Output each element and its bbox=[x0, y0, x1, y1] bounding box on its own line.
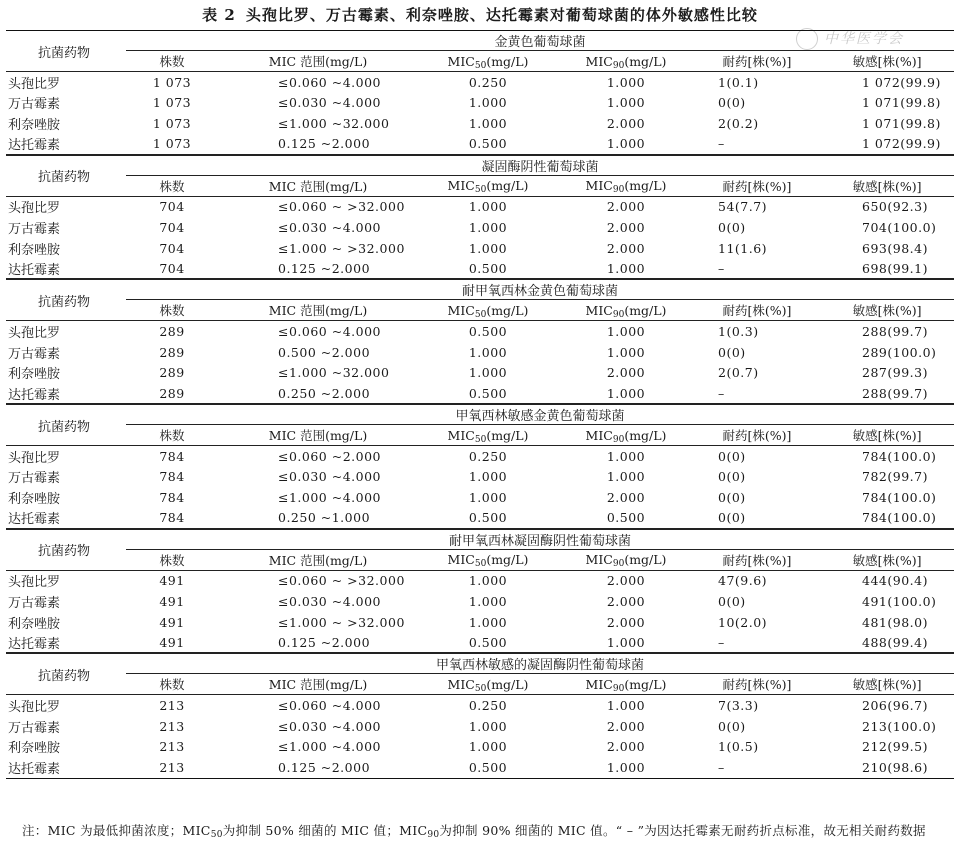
mic90-header bbox=[558, 549, 694, 570]
mic90-value: 0.500 bbox=[606, 510, 646, 526]
mic50-value: 1.000 bbox=[468, 115, 508, 131]
sensitive-header: 敏感[株(%)] bbox=[820, 175, 954, 196]
organism-group-title: 甲氧西林敏感金黄色葡萄球菌 bbox=[126, 404, 954, 425]
mic90-header bbox=[558, 175, 694, 196]
mic90-value: 2.000 bbox=[606, 115, 646, 131]
isolate-count: 704 bbox=[159, 260, 185, 276]
count-header: 株数 bbox=[126, 300, 218, 321]
mic-range: ≤1.000 ~4.000 bbox=[278, 490, 381, 506]
isolate-count: 289 bbox=[159, 385, 185, 401]
mic90-value: 1.000 bbox=[606, 448, 646, 464]
mic50-value: 1.000 bbox=[468, 718, 508, 734]
mic50-header bbox=[418, 175, 558, 196]
organism-group-title: 耐甲氧西林金黄色葡萄球菌 bbox=[126, 279, 954, 300]
drug-name: 头孢比罗 bbox=[8, 326, 61, 342]
drug-name: 头孢比罗 bbox=[8, 700, 61, 716]
sensitive-value: 1 071(99.8) bbox=[862, 95, 941, 111]
mic50-header-unit: (mg/L) bbox=[486, 676, 529, 692]
note-text-1: 注：MIC 为最低抑菌浓度；MIC bbox=[22, 823, 211, 838]
count-header: 株数 bbox=[126, 51, 218, 72]
count-header: 株数 bbox=[126, 674, 218, 695]
table-row bbox=[6, 612, 954, 633]
mic50-header bbox=[418, 549, 558, 570]
drug-name: 万古霉素 bbox=[8, 97, 61, 113]
mic50-header-prefix: MIC bbox=[447, 53, 475, 69]
sensitive-value: 704(100.0) bbox=[862, 219, 937, 235]
drug-column-header: 抗菌药物 bbox=[6, 653, 126, 695]
table-row bbox=[6, 134, 954, 155]
mic50-value: 1.000 bbox=[468, 219, 508, 235]
mic50-value: 1.000 bbox=[468, 240, 508, 256]
drug-name: 达托霉素 bbox=[8, 138, 61, 154]
mic50-value: 1.000 bbox=[468, 573, 508, 589]
susceptibility-table bbox=[6, 30, 954, 779]
mic90-header-subscript: 90 bbox=[612, 60, 625, 71]
resistant-value: 0(0) bbox=[718, 219, 746, 235]
mic90-header-unit: (mg/L) bbox=[624, 178, 667, 194]
resistant-value: 0(0) bbox=[718, 510, 746, 526]
mic50-header-unit: (mg/L) bbox=[486, 53, 529, 69]
mic-range-header: MIC 范围(mg/L) bbox=[218, 51, 418, 72]
mic90-value: 1.000 bbox=[606, 698, 646, 714]
mic50-value: 0.500 bbox=[418, 757, 558, 778]
resistant-value: 0(0) bbox=[718, 490, 746, 506]
mic50-value: 0.500 bbox=[468, 136, 508, 152]
mic50-value: 0.250 bbox=[468, 698, 508, 714]
mic50-header-prefix: MIC bbox=[447, 178, 475, 194]
table-title: 头孢比罗、万古霉素、利奈唑胺、达托霉素对葡萄球菌的体外敏感性比较 bbox=[245, 6, 758, 24]
mic50-header-unit: (mg/L) bbox=[486, 302, 529, 318]
drug-column-header: 抗菌药物 bbox=[6, 279, 126, 321]
mic90-header-unit: (mg/L) bbox=[624, 53, 667, 69]
mic90-value: 2.000 bbox=[606, 240, 646, 256]
isolate-count: 704 bbox=[159, 219, 185, 235]
resistant-header: 耐药[株(%)] bbox=[694, 674, 820, 695]
mic50-header-prefix: MIC bbox=[447, 552, 475, 568]
resistant-value: 2(0.7) bbox=[718, 365, 759, 381]
sensitive-value: 784(100.0) bbox=[862, 448, 937, 464]
drug-name: 利奈唑胺 bbox=[8, 367, 61, 383]
sensitive-value: 206(96.7) bbox=[862, 698, 928, 714]
sensitive-value: 488(99.4) bbox=[862, 635, 928, 651]
drug-name: 万古霉素 bbox=[8, 595, 61, 611]
isolate-count: 704 bbox=[159, 240, 185, 256]
table-row bbox=[6, 259, 954, 280]
mic90-header-subscript: 90 bbox=[612, 434, 625, 445]
mic50-value: 0.500 bbox=[468, 260, 508, 276]
isolate-count: 213 bbox=[159, 698, 185, 714]
table-row bbox=[6, 217, 954, 238]
mic90-value: 1.000 bbox=[606, 635, 646, 651]
table-row bbox=[6, 737, 954, 758]
note-subscript-50: 50 bbox=[210, 830, 223, 840]
drug-column-header: 抗菌药物 bbox=[6, 529, 126, 571]
mic50-header-unit: (mg/L) bbox=[486, 178, 529, 194]
isolate-count: 1 073 bbox=[152, 136, 192, 152]
sensitive-value: 782(99.7) bbox=[862, 469, 928, 485]
mic-range: ≤1.000 ~4.000 bbox=[278, 739, 381, 755]
resistant-value: 7(3.3) bbox=[718, 698, 759, 714]
isolate-count: 491 bbox=[159, 573, 185, 589]
sensitive-header: 敏感[株(%)] bbox=[820, 51, 954, 72]
mic50-header-unit: (mg/L) bbox=[486, 552, 529, 568]
table-row bbox=[6, 508, 954, 529]
mic90-header-unit: (mg/L) bbox=[624, 552, 667, 568]
column-header-row bbox=[6, 674, 954, 695]
watermark-text: 中华医学会 bbox=[824, 31, 904, 47]
drug-name: 头孢比罗 bbox=[8, 76, 61, 92]
drug-column-header: 抗菌药物 bbox=[6, 155, 126, 197]
drug-name: 头孢比罗 bbox=[8, 201, 61, 217]
resistant-value: 1(0.1) bbox=[718, 74, 759, 90]
resistant-value: – bbox=[694, 757, 820, 778]
mic50-header-subscript: 50 bbox=[474, 185, 487, 196]
sensitive-value: 444(90.4) bbox=[862, 573, 928, 589]
mic90-header-subscript: 90 bbox=[612, 309, 625, 320]
section-header-row bbox=[6, 653, 954, 674]
isolate-count: 491 bbox=[159, 614, 185, 630]
mic90-header-subscript: 90 bbox=[612, 185, 625, 196]
mic50-value: 0.250 bbox=[468, 448, 508, 464]
mic50-header-subscript: 50 bbox=[474, 683, 487, 694]
column-header-row bbox=[6, 425, 954, 446]
mic50-value: 1.000 bbox=[468, 593, 508, 609]
mic-range: 0.125 ~2.000 bbox=[278, 260, 371, 276]
mic-range: ≤0.060 ~ >32.000 bbox=[278, 199, 405, 215]
table-caption bbox=[0, 4, 960, 25]
mic90-value: 2.000 bbox=[606, 219, 646, 235]
mic90-header bbox=[558, 425, 694, 446]
mic90-header-subscript: 90 bbox=[612, 559, 625, 570]
sensitive-header: 敏感[株(%)] bbox=[820, 674, 954, 695]
mic-range: 0.500 ~2.000 bbox=[278, 344, 371, 360]
drug-column-header: 抗菌药物 bbox=[6, 404, 126, 446]
drug-name: 万古霉素 bbox=[8, 720, 61, 736]
sensitive-value: 289(100.0) bbox=[862, 344, 937, 360]
mic-range: ≤0.030 ~4.000 bbox=[278, 718, 381, 734]
mic-range: 0.250 ~2.000 bbox=[278, 385, 371, 401]
resistant-value: 54(7.7) bbox=[718, 199, 768, 215]
mic90-value: 2.000 bbox=[606, 199, 646, 215]
mic50-header bbox=[418, 300, 558, 321]
drug-name: 头孢比罗 bbox=[8, 575, 61, 591]
sensitive-value: 1 071(99.8) bbox=[862, 115, 941, 131]
mic50-header bbox=[418, 674, 558, 695]
isolate-count: 1 073 bbox=[152, 95, 192, 111]
sensitive-value: 213(100.0) bbox=[862, 718, 937, 734]
mic-range: ≤0.030 ~4.000 bbox=[278, 593, 381, 609]
table-row bbox=[6, 238, 954, 259]
table-row bbox=[6, 72, 954, 93]
drug-name: 利奈唑胺 bbox=[8, 242, 61, 258]
mic90-value: 1.000 bbox=[606, 385, 646, 401]
mic50-header-prefix: MIC bbox=[447, 427, 475, 443]
mic90-header-prefix: MIC bbox=[585, 676, 613, 692]
mic50-header-subscript: 50 bbox=[474, 309, 487, 320]
table-row bbox=[6, 487, 954, 508]
mic90-header-unit: (mg/L) bbox=[624, 676, 667, 692]
mic90-value: 2.000 bbox=[606, 365, 646, 381]
sensitive-value: 288(99.7) bbox=[862, 385, 928, 401]
resistant-value: 2(0.2) bbox=[718, 115, 759, 131]
mic90-value: 1.000 bbox=[606, 74, 646, 90]
mic-range: ≤0.030 ~4.000 bbox=[278, 469, 381, 485]
mic90-value: 1.000 bbox=[606, 469, 646, 485]
mic90-header-prefix: MIC bbox=[585, 302, 613, 318]
mic90-value: 2.000 bbox=[606, 718, 646, 734]
mic90-value: 2.000 bbox=[606, 490, 646, 506]
isolate-count: 213 bbox=[126, 757, 218, 778]
isolate-count: 704 bbox=[159, 199, 185, 215]
mic50-value: 0.500 bbox=[468, 324, 508, 340]
resistant-value: – bbox=[718, 385, 725, 401]
mic90-header bbox=[558, 51, 694, 72]
sensitive-value: 1 072(99.9) bbox=[862, 136, 941, 152]
sensitive-value: 491(100.0) bbox=[862, 593, 937, 609]
table-row bbox=[6, 716, 954, 737]
sensitive-value: 784(100.0) bbox=[862, 490, 937, 506]
drug-name: 万古霉素 bbox=[8, 221, 61, 237]
resistant-header: 耐药[株(%)] bbox=[694, 300, 820, 321]
note-text-2: 为抑制 50% 细菌的 MIC 值；MIC bbox=[222, 823, 428, 838]
mic50-value: 0.500 bbox=[468, 635, 508, 651]
resistant-value: 47(9.6) bbox=[718, 573, 768, 589]
section-header-row bbox=[6, 31, 954, 51]
isolate-count: 1 073 bbox=[152, 74, 192, 90]
table-row bbox=[6, 92, 954, 113]
mic90-header-prefix: MIC bbox=[585, 552, 613, 568]
mic50-header-prefix: MIC bbox=[447, 676, 475, 692]
section-header-row bbox=[6, 279, 954, 300]
sensitive-value: 698(99.1) bbox=[862, 260, 928, 276]
resistant-value: – bbox=[718, 136, 725, 152]
resistant-value: 1(0.3) bbox=[718, 324, 759, 340]
drug-name: 利奈唑胺 bbox=[8, 741, 61, 757]
organism-group-title: 凝固酶阴性葡萄球菌 bbox=[126, 155, 954, 176]
mic90-header-subscript: 90 bbox=[612, 683, 625, 694]
column-header-row bbox=[6, 175, 954, 196]
drug-name: 头孢比罗 bbox=[8, 450, 61, 466]
mic90-value: 2.000 bbox=[606, 614, 646, 630]
sensitive-value: 784(100.0) bbox=[862, 510, 937, 526]
mic50-value: 0.250 bbox=[468, 74, 508, 90]
section-header-row bbox=[6, 155, 954, 176]
mic-range-header: MIC 范围(mg/L) bbox=[218, 425, 418, 446]
mic50-value: 1.000 bbox=[468, 365, 508, 381]
isolate-count: 289 bbox=[159, 365, 185, 381]
drug-name: 达托霉素 bbox=[8, 637, 61, 653]
mic50-header-subscript: 50 bbox=[474, 434, 487, 445]
mic90-value: 1.000 bbox=[606, 324, 646, 340]
count-header: 株数 bbox=[126, 549, 218, 570]
isolate-count: 784 bbox=[159, 510, 185, 526]
mic-range: ≤0.060 ~2.000 bbox=[278, 448, 381, 464]
mic-range-header: MIC 范围(mg/L) bbox=[218, 300, 418, 321]
resistant-value: 0(0) bbox=[718, 718, 746, 734]
isolate-count: 1 073 bbox=[152, 115, 192, 131]
mic-range: ≤0.060 ~ >32.000 bbox=[278, 573, 405, 589]
drug-name: 达托霉素 bbox=[8, 387, 61, 403]
isolate-count: 289 bbox=[159, 344, 185, 360]
mic-range-header: MIC 范围(mg/L) bbox=[218, 674, 418, 695]
isolate-count: 784 bbox=[159, 448, 185, 464]
mic50-value: 1.000 bbox=[468, 739, 508, 755]
table-row bbox=[6, 383, 954, 404]
organism-group-title: 耐甲氧西林凝固酶阴性葡萄球菌 bbox=[126, 529, 954, 550]
mic90-value: 1.000 bbox=[606, 260, 646, 276]
mic-range: 0.125 ~2.000 bbox=[278, 136, 371, 152]
resistant-header: 耐药[株(%)] bbox=[694, 51, 820, 72]
mic90-header bbox=[558, 674, 694, 695]
sensitive-header: 敏感[株(%)] bbox=[820, 425, 954, 446]
sensitive-header: 敏感[株(%)] bbox=[820, 549, 954, 570]
column-header-row bbox=[6, 300, 954, 321]
drug-name: 万古霉素 bbox=[8, 471, 61, 487]
resistant-header: 耐药[株(%)] bbox=[694, 549, 820, 570]
mic90-value: 2.000 bbox=[606, 739, 646, 755]
sensitive-header: 敏感[株(%)] bbox=[820, 300, 954, 321]
sensitive-value: 650(92.3) bbox=[862, 199, 928, 215]
table-row bbox=[6, 342, 954, 363]
drug-name: 利奈唑胺 bbox=[8, 492, 61, 508]
mic-range-header: MIC 范围(mg/L) bbox=[218, 549, 418, 570]
isolate-count: 784 bbox=[159, 469, 185, 485]
mic-range: ≤1.000 ~32.000 bbox=[278, 115, 390, 131]
mic90-value: 2.000 bbox=[606, 593, 646, 609]
mic50-value: 1.000 bbox=[468, 199, 508, 215]
table-row bbox=[6, 466, 954, 487]
drug-name: 达托霉素 bbox=[8, 512, 61, 528]
section-header-row bbox=[6, 404, 954, 425]
note-subscript-90: 90 bbox=[427, 830, 440, 840]
mic-range: ≤1.000 ~ >32.000 bbox=[278, 614, 405, 630]
mic90-header bbox=[558, 300, 694, 321]
mic-range-header: MIC 范围(mg/L) bbox=[218, 175, 418, 196]
sensitive-value: 212(99.5) bbox=[862, 739, 928, 755]
resistant-header: 耐药[株(%)] bbox=[694, 175, 820, 196]
table-row bbox=[6, 446, 954, 467]
table-row bbox=[6, 321, 954, 342]
mic-range: ≤0.060 ~4.000 bbox=[278, 698, 381, 714]
mic50-value: 1.000 bbox=[468, 490, 508, 506]
isolate-count: 213 bbox=[159, 718, 185, 734]
mic50-value: 1.000 bbox=[468, 469, 508, 485]
resistant-value: – bbox=[718, 260, 725, 276]
drug-name: 万古霉素 bbox=[8, 346, 61, 362]
mic50-value: 1.000 bbox=[468, 614, 508, 630]
mic50-value: 0.500 bbox=[468, 510, 508, 526]
mic90-header-unit: (mg/L) bbox=[624, 302, 667, 318]
table-row bbox=[6, 113, 954, 134]
mic-range: ≤1.000 ~32.000 bbox=[278, 365, 390, 381]
drug-name: 利奈唑胺 bbox=[8, 117, 61, 133]
mic50-header-prefix: MIC bbox=[447, 302, 475, 318]
table-number: 表 2 bbox=[202, 6, 236, 24]
mic50-value: 1.000 bbox=[468, 344, 508, 360]
mic-range: ≤1.000 ~ >32.000 bbox=[278, 240, 405, 256]
mic90-value: 2.000 bbox=[606, 573, 646, 589]
drug-column-header: 抗菌药物 bbox=[6, 31, 126, 72]
table-row bbox=[6, 196, 954, 217]
mic50-header bbox=[418, 51, 558, 72]
mic90-header-prefix: MIC bbox=[585, 53, 613, 69]
resistant-value: 1(0.5) bbox=[718, 739, 759, 755]
isolate-count: 289 bbox=[159, 324, 185, 340]
mic-range: 0.250 ~1.000 bbox=[278, 510, 371, 526]
isolate-count: 784 bbox=[159, 490, 185, 506]
table-row bbox=[6, 757, 954, 778]
sensitive-value: 1 072(99.9) bbox=[862, 74, 941, 90]
mic50-value: 0.500 bbox=[468, 385, 508, 401]
sensitive-value: 481(98.0) bbox=[862, 614, 928, 630]
drug-name: 利奈唑胺 bbox=[8, 616, 61, 632]
mic50-header-subscript: 50 bbox=[474, 60, 487, 71]
resistant-value: 10(2.0) bbox=[718, 614, 768, 630]
mic50-header-unit: (mg/L) bbox=[486, 427, 529, 443]
table-row bbox=[6, 570, 954, 591]
mic-range: ≤0.030 ~4.000 bbox=[278, 95, 381, 111]
sensitive-value: 693(98.4) bbox=[862, 240, 928, 256]
organism-group-title: 甲氧西林敏感的凝固酶阴性葡萄球菌 bbox=[126, 653, 954, 674]
sensitive-value: 287(99.3) bbox=[862, 365, 928, 381]
mic50-header-subscript: 50 bbox=[474, 559, 487, 570]
drug-name: 达托霉素 bbox=[8, 262, 61, 278]
mic-range: ≤0.060 ~4.000 bbox=[278, 324, 381, 340]
mic90-value: 1.000 bbox=[606, 136, 646, 152]
isolate-count: 491 bbox=[159, 635, 185, 651]
mic50-value: 1.000 bbox=[468, 95, 508, 111]
mic-range: 0.125 ~2.000 bbox=[218, 757, 418, 778]
resistant-value: 0(0) bbox=[718, 95, 746, 111]
sensitive-value: 288(99.7) bbox=[862, 324, 928, 340]
count-header: 株数 bbox=[126, 175, 218, 196]
table-row bbox=[6, 591, 954, 612]
mic-range: ≤0.060 ~4.000 bbox=[278, 74, 381, 90]
mic50-header bbox=[418, 425, 558, 446]
mic90-value: 1.000 bbox=[558, 757, 694, 778]
mic90-value: 1.000 bbox=[606, 344, 646, 360]
section-header-row bbox=[6, 529, 954, 550]
count-header: 株数 bbox=[126, 425, 218, 446]
organism-group-title: 金黄色葡萄球菌 bbox=[126, 31, 954, 51]
resistant-value: 0(0) bbox=[718, 344, 746, 360]
mic90-value: 1.000 bbox=[606, 95, 646, 111]
note-text-3: 为抑制 90% 细菌的 MIC 值。“ – ”为因达托霉素无耐药折点标准，故无相关耐药数据 bbox=[439, 823, 926, 838]
mic90-header-unit: (mg/L) bbox=[624, 427, 667, 443]
isolate-count: 213 bbox=[159, 739, 185, 755]
sensitive-value: 210(98.6) bbox=[820, 757, 954, 778]
resistant-value: 0(0) bbox=[718, 593, 746, 609]
table-row bbox=[6, 695, 954, 716]
column-header-row bbox=[6, 549, 954, 570]
mic90-header-prefix: MIC bbox=[585, 178, 613, 194]
mic-range: 0.125 ~2.000 bbox=[278, 635, 371, 651]
drug-name: 达托霉素 bbox=[6, 757, 126, 778]
resistant-value: 0(0) bbox=[718, 469, 746, 485]
table-footnote bbox=[22, 821, 952, 840]
mic-range: ≤0.030 ~4.000 bbox=[278, 219, 381, 235]
table-row bbox=[6, 633, 954, 654]
resistant-value: 0(0) bbox=[718, 448, 746, 464]
column-header-row bbox=[6, 51, 954, 72]
resistant-value: 11(1.6) bbox=[718, 240, 768, 256]
resistant-header: 耐药[株(%)] bbox=[694, 425, 820, 446]
isolate-count: 491 bbox=[159, 593, 185, 609]
mic90-header-prefix: MIC bbox=[585, 427, 613, 443]
resistant-value: – bbox=[718, 635, 725, 651]
table-row bbox=[6, 362, 954, 383]
